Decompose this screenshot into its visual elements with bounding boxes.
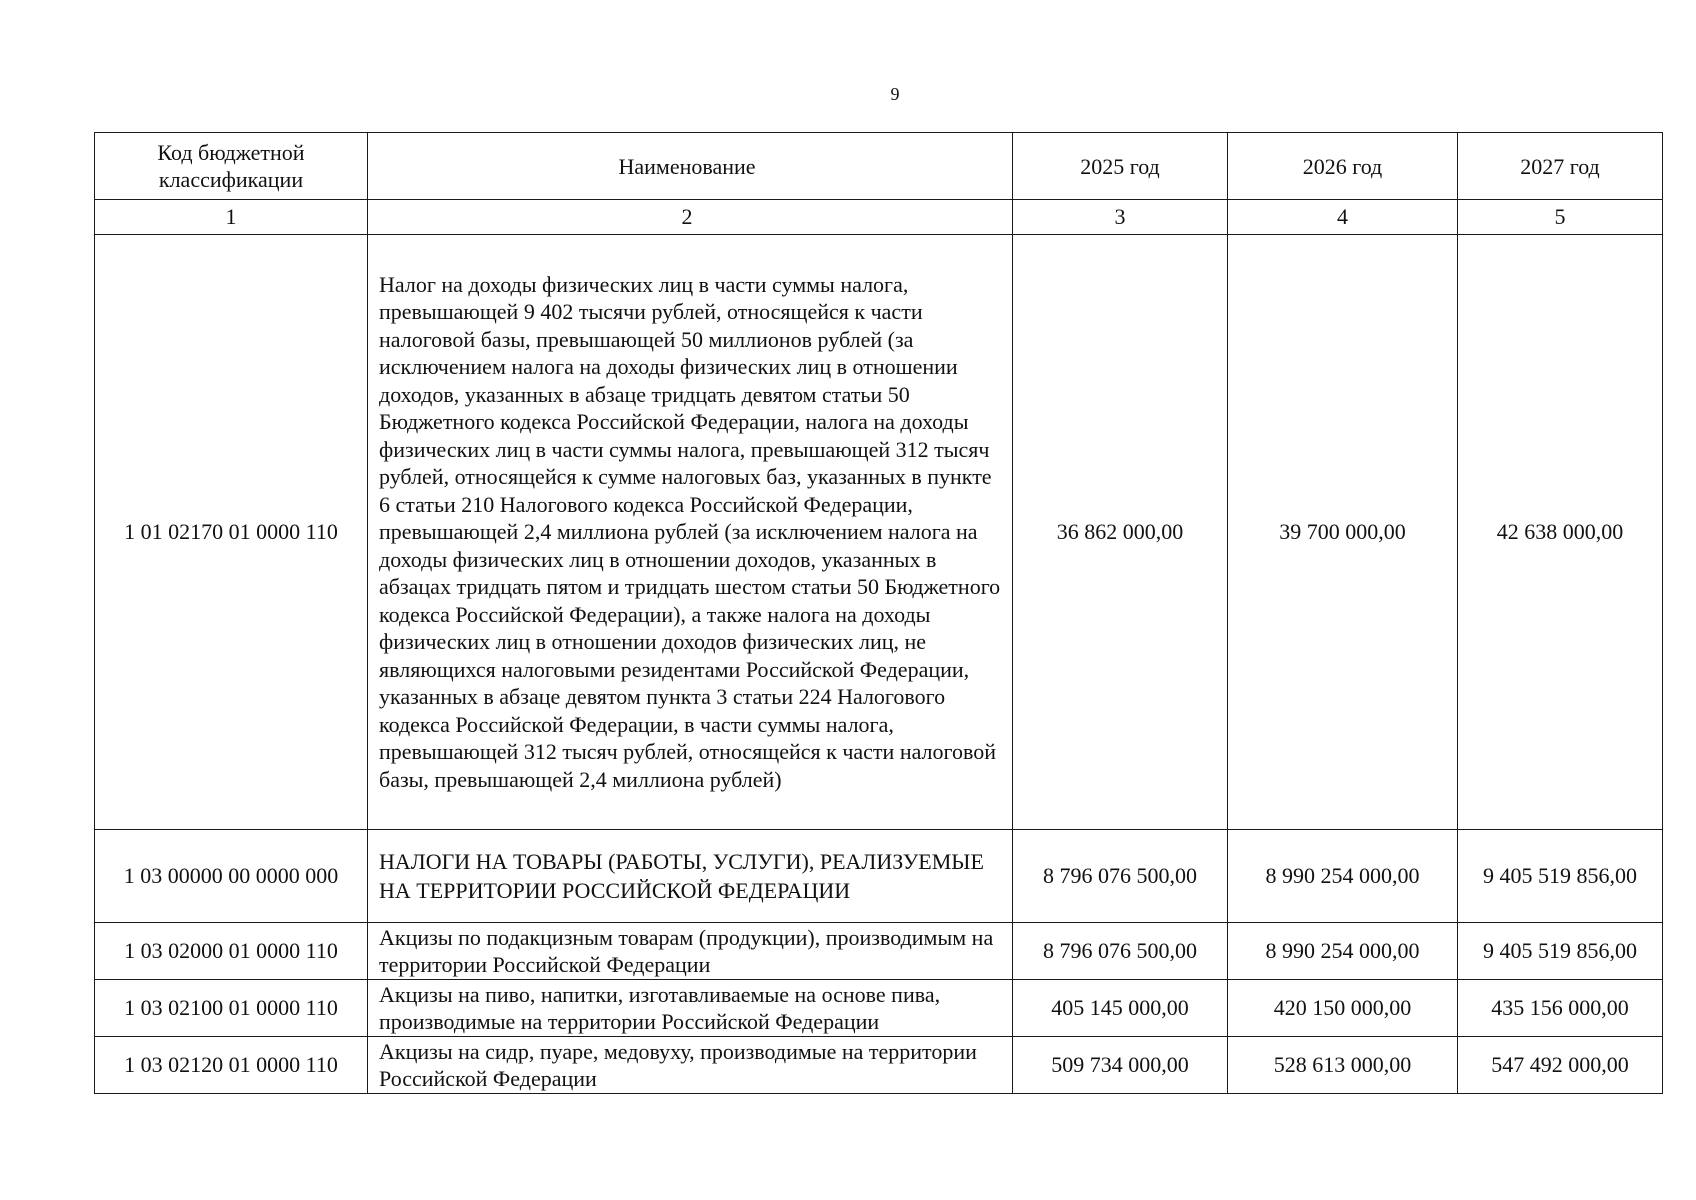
amount-2026: 39 700 000,00	[1228, 235, 1458, 830]
budget-table	[94, 132, 1663, 1094]
budget-code: 1 03 02100 01 0000 110	[95, 980, 368, 1037]
budget-code: 1 03 02000 01 0000 110	[95, 923, 368, 980]
header-2026: 2026 год	[1228, 133, 1458, 200]
column-number: 1	[95, 200, 368, 235]
header-code: Код бюджетной классификации	[95, 133, 368, 200]
amount-2027: 547 492 000,00	[1458, 1037, 1663, 1094]
header-2027: 2027 год	[1458, 133, 1663, 200]
table-header-row	[95, 133, 1663, 200]
amount-2026: 528 613 000,00	[1228, 1037, 1458, 1094]
item-name: Акцизы по подакцизным товарам (продукции), производимым на территории Российской Федерации	[368, 923, 1013, 980]
column-number: 3	[1013, 200, 1228, 235]
amount-2027: 42 638 000,00	[1458, 235, 1663, 830]
amount-2025: 405 145 000,00	[1013, 980, 1228, 1037]
amount-2026: 8 990 254 000,00	[1228, 923, 1458, 980]
budget-code: 1 03 02120 01 0000 110	[95, 1037, 368, 1094]
table-row	[95, 980, 1663, 1037]
header-name: Наименование	[368, 133, 1013, 200]
amount-2025: 8 796 076 500,00	[1013, 923, 1228, 980]
amount-2025: 36 862 000,00	[1013, 235, 1228, 830]
table-row	[95, 235, 1663, 830]
item-name: Акцизы на сидр, пуаре, медовуху, производимые на территории Российской Федерации	[368, 1037, 1013, 1094]
amount-2025: 8 796 076 500,00	[1013, 830, 1228, 923]
page-number: 9	[890, 84, 900, 104]
table-row-section-total	[95, 830, 1663, 923]
table-row	[95, 1037, 1663, 1094]
item-name: НАЛОГИ НА ТОВАРЫ (РАБОТЫ, УСЛУГИ), РЕАЛИЗУЕМЫЕ НА ТЕРРИТОРИИ РОССИЙСКОЙ ФЕДЕРАЦИИ	[368, 830, 1013, 923]
amount-2026: 420 150 000,00	[1228, 980, 1458, 1037]
item-name: Акцизы на пиво, напитки, изготавливаемые на основе пива, производимые на территории Российской Федерации	[368, 980, 1013, 1037]
budget-code: 1 03 00000 00 0000 000	[95, 830, 368, 923]
header-2025: 2025 год	[1013, 133, 1228, 200]
column-number: 2	[368, 200, 1013, 235]
amount-2026: 8 990 254 000,00	[1228, 830, 1458, 923]
column-number: 4	[1228, 200, 1458, 235]
amount-2027: 9 405 519 856,00	[1458, 830, 1663, 923]
column-number: 5	[1458, 200, 1663, 235]
item-name: Налог на доходы физических лиц в части суммы налога, превышающей 9 402 тысячи рублей, относящейся к части налоговой базы, превышающей 50 миллионов рублей (за исключением налога на доходы физических лиц в отношении доходов, указанных в абзаце тридцать девятом статьи 50 Бюджетного кодекса Российской Федерации, налога на доходы физических лиц в части суммы налога, превышающей 312 тысяч рублей, относящейся к сумме налоговых баз, указанных в пункте 6 статьи 210 Налогового кодекса Российской Федерации, превышающей 2,4 миллиона рублей (за исключением налога на доходы физических лиц в отношении доходов, указанных в абзацах тридцать пятом и тридцать шестом статьи 50 Бюджетного кодекса Российской Федерации), а также налога на доходы физических лиц в отношении доходов физических лиц, не являющихся налоговыми резидентами Российской Федерации, указанных в абзаце девятом пункта 3 статьи 224 Налогового кодекса Российской Федерации, в части суммы налога, превышающей 312 тысяч рублей, относящейся к части налоговой базы, превышающей 2,4 миллиона рублей)	[368, 235, 1013, 830]
amount-2027: 9 405 519 856,00	[1458, 923, 1663, 980]
column-number-row	[95, 200, 1663, 235]
budget-code: 1 01 02170 01 0000 110	[95, 235, 368, 830]
amount-2025: 509 734 000,00	[1013, 1037, 1228, 1094]
amount-2027: 435 156 000,00	[1458, 980, 1663, 1037]
table-row	[95, 923, 1663, 980]
